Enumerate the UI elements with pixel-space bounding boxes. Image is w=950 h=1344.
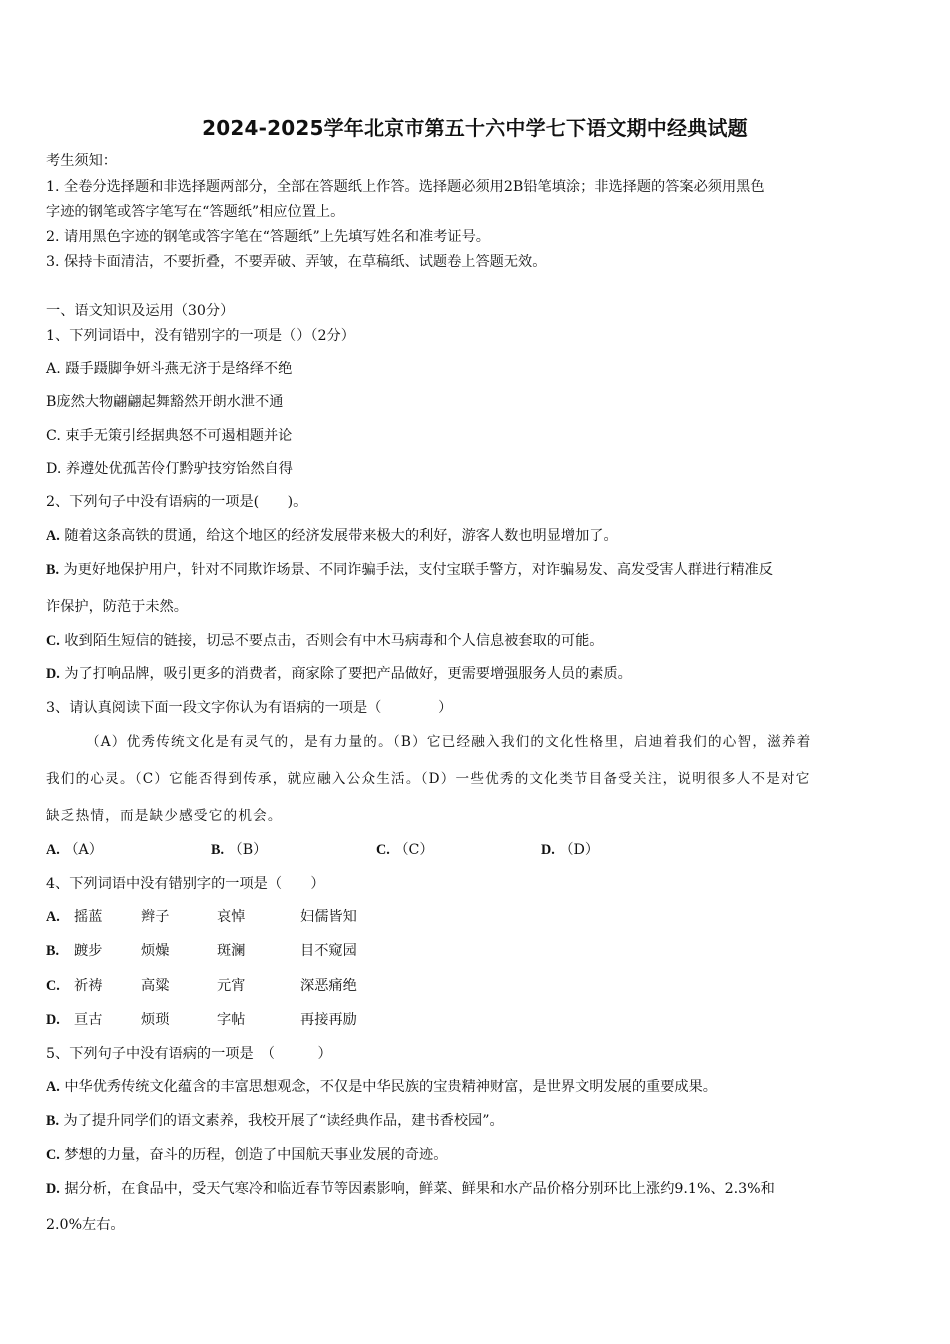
notice-item: 3. 保持卡面清洁，不要折叠，不要弄破、弄皱，在草稿纸、试题卷上答题无效。 [46,254,547,270]
word-item: 亘古 [74,1012,103,1028]
word-item: 哀悼 [217,909,246,925]
word-item: 元宵 [217,978,246,994]
option-label: C. [46,1147,60,1163]
option-text: （B） [228,842,268,858]
option-label: D. [46,1181,60,1197]
word-item: 烦燥 [141,943,170,959]
option-line [46,527,618,545]
option-label: A. [46,909,60,925]
option-label: B. [46,943,60,959]
question-stem: 2、下列句子中没有语病的一项是( )。 [46,494,308,510]
option-text: 梦想的力量，奋斗的历程，创造了中国航天事业发展的奇迹。 [64,1147,448,1163]
word-item: 妇儒皆知 [300,909,357,925]
option-label: A. [46,1079,60,1095]
option-item [46,841,103,859]
option-line: A. 蹑手蹑脚争妍斗燕无济于是络绎不绝 [46,361,293,377]
passage-line: 我们的心灵。（C）它能否得到传承，就应融入公众生活。（D）一些优秀的文化类节目备受关注，说明很多人不是对它 [46,771,811,787]
word-item: 辫子 [141,909,170,925]
page-title: 2024-2025学年北京市第五十六中学七下语文期中经典试题 [202,116,748,140]
section-heading: 一、语文知识及运用（30分） [46,303,235,319]
option-item [211,841,267,859]
notice-heading: 考生须知： [46,153,117,169]
word-item: 深恶痛绝 [300,978,357,994]
option-text: 随着这条高铁的贯通，给这个地区的经济发展带来极大的利好，游客人数也明显增加了。 [64,528,618,544]
option-label: D. [46,666,60,682]
option-text: 为更好地保护用户，针对不同欺诈场景、不同诈骗手法，支付宝联手警方，对诈骗易发、高发受害人群进行精准反 [63,562,773,578]
option-label: B. [46,562,60,578]
option-text: 诈保护，防范于未然。 [46,599,188,615]
passage-line: （A）优秀传统文化是有灵气的，是有力量的。（B）它已经融入我们的文化性格里，启迪着我们的心智，滋养着 [86,734,812,750]
option-text: 中华优秀传统文化蕴含的丰富思想观念，不仅是中华民族的宝贵精神财富，是世界文明发展的重要成果。 [64,1079,717,1095]
option-label: C. [46,978,60,994]
option-label: A. [46,842,60,858]
notice-item: 2. 请用黑色字迹的钢笔或答字笔在“答题纸”上先填写姓名和准考证号。 [46,229,490,245]
option-line [46,665,632,683]
option-line [46,561,773,579]
option-line [46,598,188,616]
option-line [46,1078,717,1096]
notice-item: 1. 全卷分选择题和非选择题两部分，全部在答题纸上作答。选择题必须用2B铅笔填涂；非选择题的答案必须用黑色 [46,179,765,195]
option-line [46,632,603,650]
option-text: 据分析，在食品中，受天气寒冷和临近春节等因素影响，鲜菜、鲜果和水产品价格分别环比上涨约9.1%、2.3%和 [64,1181,775,1197]
question-stem: 4、下列词语中没有错别字的一项是（ ） [46,876,325,892]
word-item: 目不窥园 [300,943,357,959]
option-text: 收到陌生短信的链接，切忌不要点击，否则会有中木马病毒和个人信息被套取的可能。 [64,633,604,649]
option-line [46,1146,447,1164]
word-item: 踱步 [74,943,103,959]
word-item: 再接再励 [300,1012,357,1028]
option-item [541,841,599,859]
option-text: 为了打响品牌，吸引更多的消费者，商家除了要把产品做好，更需要增强服务人员的素质。 [64,666,632,682]
option-text: （C） [394,842,434,858]
word-item: 字帖 [217,1012,246,1028]
notice-item: 字迹的钢笔或答字笔写在“答题纸”相应位置上。 [46,204,345,220]
option-label: A. [46,528,60,544]
option-label: B. [46,1113,60,1129]
question-stem: 5、下列句子中没有语病的一项是 （ ） [46,1046,332,1062]
option-line: B庞然大物翩翩起舞豁然开朗水泄不通 [46,394,284,410]
word-item: 摇蓝 [74,909,103,925]
option-line [46,1180,775,1198]
question-stem: 1、下列词语中，没有错别字的一项是（）（2分） [46,328,355,344]
word-item: 斑澜 [217,943,246,959]
option-text: 为了提升同学们的语文素养，我校开展了“读经典作品，建书香校园”。 [63,1113,504,1129]
question-stem: 3、请认真阅读下面一段文字你认为有语病的一项是（ ） [46,700,453,716]
option-text: （D） [559,842,600,858]
option-line [46,1216,125,1234]
option-line: C. 束手无策引经据典怒不可遏相题并论 [46,428,293,444]
option-label: C. [376,842,390,858]
word-item: 祈祷 [74,978,103,994]
word-item: 烦琐 [141,1012,170,1028]
option-label: D. [46,1012,60,1028]
option-line: D. 养遵处优孤苦伶仃黔驴技穷饴然自得 [46,461,293,477]
option-item [376,841,434,859]
passage-line: 缺乏热情，而是缺少感受它的机会。 [46,808,283,824]
option-label: D. [541,842,555,858]
word-item: 高粱 [141,978,170,994]
option-label: B. [211,842,225,858]
option-text: 2.0%左右。 [46,1217,125,1233]
option-text: （A） [64,842,103,858]
option-label: C. [46,633,60,649]
option-line [46,1112,504,1130]
